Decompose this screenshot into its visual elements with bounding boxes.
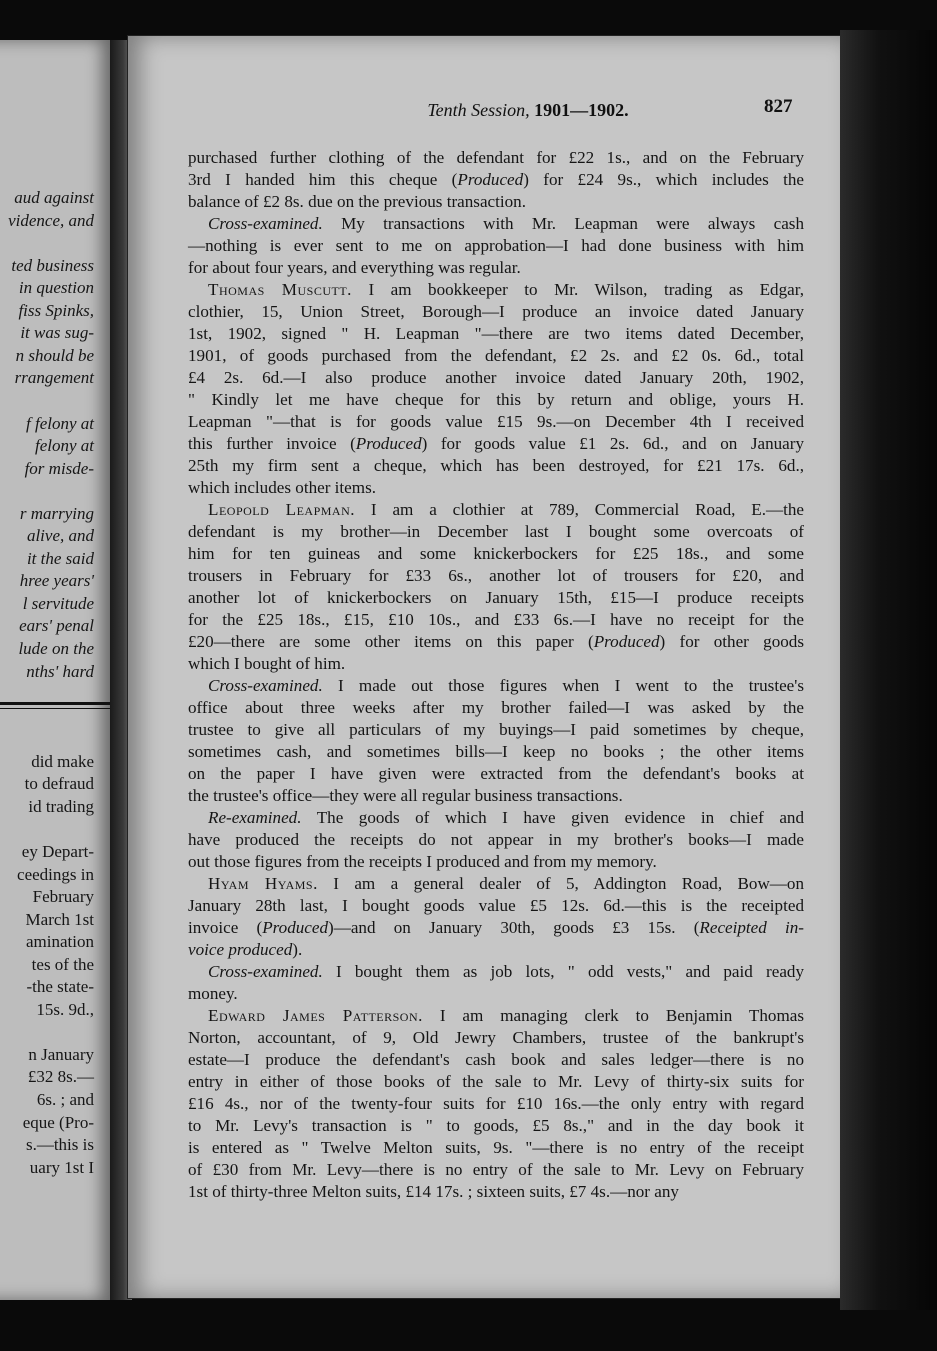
left-page-line: n should be [15,345,94,365]
line-text: I am managing clerk to Benjamin Thomas [439,1006,804,1025]
left-page-line: l servitude [22,593,94,613]
text-line [188,829,804,851]
text-line [188,367,804,389]
text-line [188,411,804,433]
left-page-line: eque (Pro- [22,1112,94,1132]
line-text: invoice (Produced)—and on January 30th, goods £3 15s. (Receipted in- [188,918,804,937]
text-line [188,499,804,521]
left-page-line: 6s. ; and [36,1090,94,1109]
line-text: purchased further clothing of the defendant for £22 1s., and on the February [188,148,804,167]
line-text: clothier, 15, Union Street, Borough—I produce an invoice dated January [188,302,804,321]
text-line [188,697,804,719]
line-text: of £30 from Mr. Levy—there is no entry of the sale to Mr. Levy on February [188,1160,804,1179]
line-text: January 28th last, I bought goods value £5 12s. 6d.—this is the receipted [188,896,804,915]
text-line [188,917,804,939]
text-line [188,807,804,829]
left-page-line: it was sug- [20,323,94,343]
page-number: 827 [764,96,793,117]
line-text: defendant is my brother—in December last I bought some overcoats of [188,522,804,541]
line-text: have produced the receipts do not appear in my brother's books—I made [188,830,804,849]
text-line [188,169,804,191]
paragraph [188,279,804,499]
line-text: " Kindly let me have cheque for this by return and oblige, yours H. [188,390,804,409]
left-page-line: s.—this is [25,1135,94,1155]
line-text: voice produced). [188,940,303,959]
left-page-line: fiss Spinks, [18,300,94,320]
text-line [188,389,804,411]
paragraph [188,675,804,807]
line-text: 1st, 1902, signed " H. Leapman "—there are two items dated December, [188,324,804,343]
line-text: out those figures from the receipts I produced and from my memory. [188,852,657,871]
text-line [188,653,804,675]
line-text: another lot of knickerbockers on January 15th, £15—I produce receipts [188,588,804,607]
line-text: for about four years, and everything was regular. [188,258,521,277]
left-page-line: lude on the [18,639,94,658]
line-text: My transactions with Mr. Leapman were always cash [341,214,804,233]
line-text: on the paper I have given were extracted from the defendant's books at [188,764,804,783]
text-line [188,961,804,983]
left-page-line: £32 8s.— [27,1067,94,1087]
text-line [188,301,804,323]
speaker-name: Thomas Muscutt. [208,280,352,299]
left-page-line: rrangement [14,368,94,388]
left-page-line: did make [31,751,94,771]
left-page-rule [0,702,112,709]
text-line [188,785,804,807]
left-page-line: ceedings in [17,864,94,884]
text-line [188,1005,804,1027]
paragraph [188,147,804,213]
text-line [188,565,804,587]
line-text: is entered as " Twelve Melton suits, 9s. "—there is no entry of the receipt [188,1138,804,1157]
text-line [188,895,804,917]
text-line [188,257,804,279]
line-text: which includes other items. [188,478,376,497]
paragraph [188,807,804,873]
text-line [188,1181,804,1203]
left-page-line: it the said [26,548,94,568]
page-body [188,147,804,1203]
text-line [188,741,804,763]
line-text: —nothing is ever sent to me on approbation—I had done business with him [188,236,804,255]
line-text: £20—there are some other items on this paper (Produced) for other goods [188,632,804,651]
line-text: which I bought of him. [188,654,346,673]
running-header [258,100,798,124]
left-page-line: id trading [28,796,94,816]
line-text: I am bookkeeper to Mr. Wilson, trading as Edgar, [368,280,805,299]
text-line [188,719,804,741]
left-page-line: alive, and [26,526,94,546]
line-text: this further invoice (Produced) for goods value £1 2s. 6d., and on January [188,434,804,453]
text-line [188,675,804,697]
left-page-line: ted business [11,255,94,275]
line-text: I made out those figures when I went to the trustee's [337,676,804,695]
left-page-line: hree years' [19,571,94,591]
text-line [188,235,804,257]
paragraph [188,499,804,675]
line-text: £4 2s. 6d.—I also produce another invoice dated January 20th, 1902, [188,368,804,387]
text-line [188,873,804,895]
text-line [188,983,804,1005]
text-line [188,455,804,477]
text-line [188,1027,804,1049]
left-page-line: ears' penal [19,616,94,636]
header-years: 1901—1902. [534,100,629,120]
speaker-name: Cross-examined. [208,676,323,695]
text-line [188,191,804,213]
right-shadow [840,30,937,1310]
line-text: £16 4s., nor of the twenty-four suits for £10 16s.—the only entry with regard [188,1094,804,1113]
line-text: The goods of which I have given evidence in chief and [316,808,804,827]
text-line [188,543,804,565]
text-line [188,279,804,301]
left-page-line: r marrying [19,503,94,523]
line-text: for the £25 18s., £15, £10 10s., and £33 6s.—I have no receipt for the [188,610,804,629]
text-line [188,345,804,367]
line-text: Leapman "—that is for goods value £15 9s.—on December 4th I received [188,412,804,431]
speaker-name: Leopold Leapman. [208,500,356,519]
line-text: money. [188,984,238,1003]
line-text: trousers in February for £33 6s., another lot of trousers for £20, and [188,566,804,585]
left-page-line: amination [26,932,94,952]
speaker-name: Re-examined. [208,808,302,827]
speaker-name: Cross-examined. [208,214,323,233]
line-text: sometimes cash, and sometimes bills—I keep no books ; the other items [188,742,804,761]
line-text: him for ten guineas and some knickerbockers for £25 18s., and some [188,544,804,563]
line-text: estate—I produce the defendant's cash book and sales ledger—there is no [188,1050,804,1069]
paragraph [188,961,804,1005]
line-text: 1st of thirty-three Melton suits, £14 17s. ; sixteen suits, £7 4s.—nor any [188,1182,679,1201]
line-text: balance of £2 8s. due on the previous transaction. [188,192,526,211]
line-text: the trustee's office—they were all regular business transactions. [188,786,623,805]
line-text: I am a general dealer of 5, Addington Road, Bow—on [333,874,804,893]
text-line [188,1049,804,1071]
text-line [188,1071,804,1093]
text-line [188,939,804,961]
left-page-line: ey Depart- [21,841,94,861]
text-line [188,433,804,455]
line-text: I bought them as job lots, " odd vests," and paid ready [335,962,804,981]
text-line [188,851,804,873]
left-page-line: 15s. 9d., [36,999,94,1019]
line-text: I am a clothier at 789, Commercial Road, E.—the [370,500,804,519]
text-line [188,323,804,345]
left-page-line: February [32,887,94,907]
speaker-name: Hyam Hyams. [208,874,318,893]
left-page-line: uary 1st I [29,1157,94,1177]
left-page-line: nths' hard [26,661,94,681]
left-page-line: n January [28,1044,94,1064]
left-page [0,40,112,1300]
line-text: 25th my firm sent a cheque, which has been destroyed, for £21 17s. 6d., [188,456,804,475]
text-line [188,587,804,609]
line-text: office about three weeks after my brother failed—I was asked by the [188,698,804,717]
line-text: 1901, of goods purchased from the defendant, £2 2s. and £2 0s. 6d., total [188,346,804,365]
text-line [188,521,804,543]
text-line [188,1137,804,1159]
text-line [188,213,804,235]
left-page-line: felony at [34,436,94,456]
line-text: Norton, accountant, of 9, Old Jewry Chambers, trustee of the bankrupt's [188,1028,804,1047]
left-page-line: to defraud [24,774,94,794]
left-page-line: -the state- [26,977,94,997]
text-line [188,763,804,785]
left-page-line: March 1st [25,909,94,929]
text-line [188,1159,804,1181]
text-line [188,477,804,499]
line-text: trustee to give all particulars of my buyings—I paid sometimes by cheque, [188,720,804,739]
left-page-line: in question [18,278,94,298]
text-line [188,631,804,653]
text-line [188,1093,804,1115]
line-text: entry in either of those books of the sale to Mr. Levy of thirty-six suits for [188,1072,804,1091]
header-session: Tenth Session, [427,100,530,120]
left-page-line: tes of the [31,954,94,974]
left-page-line: aud against [14,188,94,207]
paragraph [188,213,804,279]
left-page-line: vidence, and [8,210,94,230]
paragraph [188,1005,804,1203]
left-page-line: f felony at [26,413,94,433]
line-text: to Mr. Levy's transaction is " to goods, £5 8s.," and in the day book it [188,1116,804,1135]
speaker-name: Cross-examined. [208,962,323,981]
paragraph [188,873,804,961]
text-line [188,1115,804,1137]
text-line [188,147,804,169]
line-text: 3rd I handed him this cheque (Produced) for £24 9s., which includes the [188,170,804,189]
left-page-line: for misde- [24,458,94,478]
text-line [188,609,804,631]
speaker-name: Edward James Patterson. [208,1006,423,1025]
